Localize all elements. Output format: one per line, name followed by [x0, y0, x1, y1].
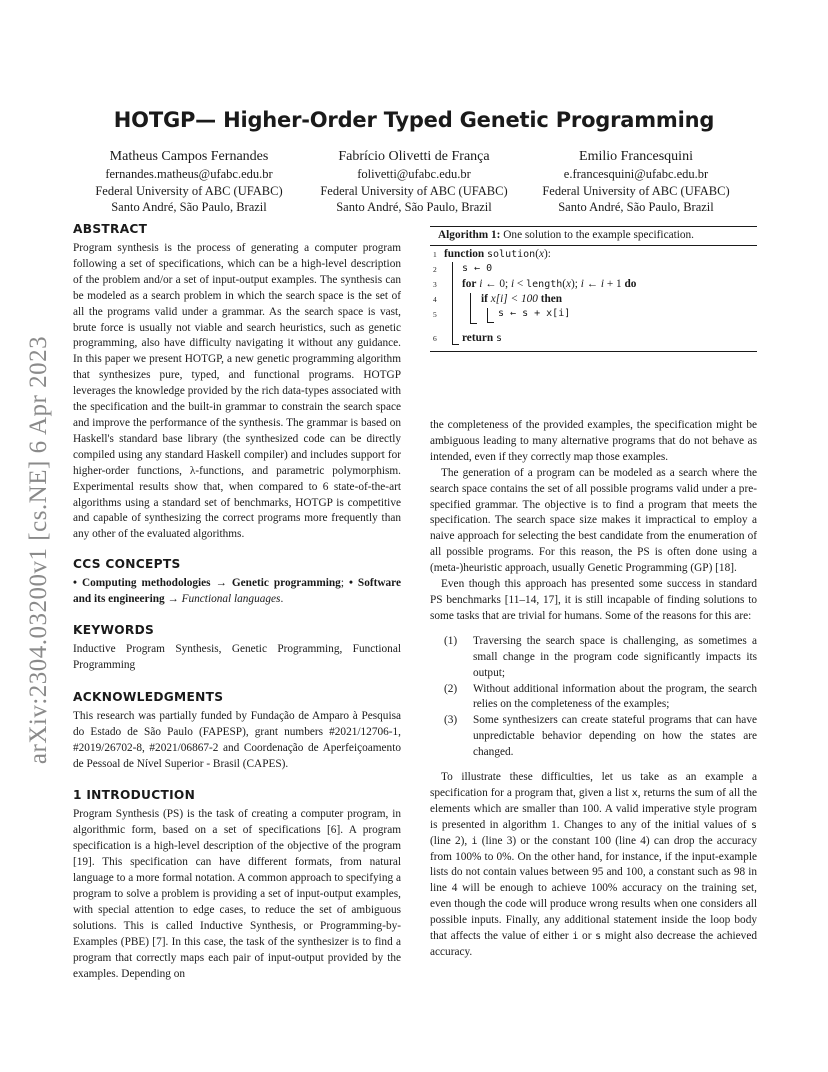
algorithm-divider [430, 245, 757, 246]
body-paragraph: To illustrate these difficulties, let us take as an example a specification for a program that, given a list x, returns the sum of all the elements which are smaller than 100. A valid imperative style program is presented in algorithm 1. Changes to any of the initial values of s (line 2), i (line 3) or the constant 100 (line 4) can drop the accuracy from 100% to 0%. On the other hand, for instance, if the input-example lists do not contain values between 95 and 100, a constant such as 98 in line 4 will be enough to achieve 100% accuracy on the training set, even though the code will produce wrong results when one considers all possible inputs. Finally, any additional statement inside the loop body that affects the value of either i or s might also decrease the achieved accuracy. [430, 771, 757, 958]
line-number: 2 [433, 265, 437, 274]
block-bar-for [470, 293, 471, 323]
acknowledgments-heading: ACKNOWLEDGMENTS [73, 689, 224, 704]
left-column [73, 221, 401, 982]
block-end-function [452, 344, 459, 345]
author-3 [521, 148, 751, 216]
body-paragraph: The generation of a program can be modeled as a search where the search space contains the set of all possible programs valid under a pre-specified grammar. The objective is to find a program that meets the specification. The search space size makes it impractical to employ a naive approach for selecting the best candidate from the enumeration of all possible programs. For this reason, the PS is often done using a (meta-)heuristic approach, usually Genetic Programming (GP) [18]. [430, 466, 757, 575]
body-paragraph: Even though this approach has presented some success in standard PS benchmarks [11–14, 17], it is still incapable of finding solutions to some tasks that are trivial for humans. Some of the reasons for this are: [430, 578, 757, 622]
reasons-list [430, 634, 757, 761]
introduction-heading: 1 INTRODUCTION [73, 788, 196, 803]
author-email: folivetti@ufabc.edu.br [357, 167, 471, 181]
ccs-item-1: Genetic programming [231, 577, 341, 590]
author-location: Santo André, São Paulo, Brazil [336, 200, 492, 214]
abstract-heading: ABSTRACT [73, 222, 148, 236]
author-email: e.francesquini@ufabc.edu.br [563, 167, 709, 181]
block-bar-if [487, 308, 488, 322]
list-item: (3) Some synthesizers can create stateful programs that can have unpredictable behavior depending on how the states are changed. [444, 714, 757, 759]
paper-title: HOTGP— Higher-Order Typed Genetic Programming [113, 108, 715, 132]
author-name: Emilio Francesquini [579, 149, 693, 164]
author-affiliation: Federal University of ABC (UFABC) [320, 183, 508, 198]
body-paragraph: the completeness of the provided examples, the specification might be ambiguous leading to many alternative programs that do not behave as intended, even if they correctly map those examples. [430, 419, 757, 463]
ccs-text: • Computing methodologies → Genetic programming; • Software and its engineering → Functional languages. [73, 577, 401, 606]
ccs-bullet-1: • Computing methodologies [73, 577, 211, 590]
algorithm-box: Algorithm 1: One solution to the example specification. 1 function solution(x): 2 s ← 0 3 for i ← 0; i < length(x); i ← i + 1 do 4 if x[i] < 100 then 5 s ← s + x[i] 6 return s [430, 226, 757, 352]
line-number: 4 [433, 295, 437, 304]
author-2 [299, 148, 529, 216]
ccs-item-2: Functional languages [181, 593, 281, 606]
author-location: Santo André, São Paulo, Brazil [111, 200, 267, 214]
introduction-paragraph: Program Synthesis (PS) is the task of creating a computer program, in algorithmic form, based on a set of specifications [6]. A program specification is a high-level description of the objective of the program [19]. This specification can have different formats, from natural language to a more formal notation. A common approach to specifying a program to solve a problem is providing a set of input-output examples, with special attention to edge cases, to reduce the set of ambiguous solutions. This is called Inductive Synthesis, or Programming-by-Examples (PBE) [7]. In this case, the task of the synthesizer is to find a program that correctly maps each pair of input-output provided by the examples. Depending on [73, 808, 401, 980]
author-1 [74, 148, 304, 216]
arxiv-identifier: arXiv:2304.03200v1 [cs.NE] 6 Apr 2023 [25, 335, 53, 765]
line-number: 6 [433, 334, 437, 343]
ccs-bullet-2: • Software and its engineering [73, 577, 401, 606]
keywords-text: Inductive Program Synthesis, Genetic Programming, Functional Programming [73, 643, 401, 671]
author-email: fernandes.matheus@ufabc.edu.br [105, 167, 273, 181]
algorithm-caption: Algorithm 1: One solution to the example specification. [438, 229, 695, 241]
block-end-for [470, 323, 477, 324]
keywords-heading: KEYWORDS [73, 623, 155, 638]
list-item: (2) Without additional information about the program, the search relies on the completeness of the examples; [444, 682, 757, 711]
author-affiliation: Federal University of ABC (UFABC) [95, 183, 283, 198]
author-name: Matheus Campos Fernandes [109, 149, 269, 164]
abstract-text: Program synthesis is the process of generating a computer program following a set of specifications, which can be a high-level description of the problem and/or a set of input-output examples. The synthesis can be modeled as a search problem in which the search space is the set of all the programs valid under a grammar. As the search space is vast, brute force is usually not viable and search heuristics, such as genetic programming, also have difficulty navigating it without any guidance. In this paper we present HOTGP, a new genetic programming algorithm that synthesizes pure, typed, and functional programs. HOTGP leverages the knowledge provided by the rich data-types associated with the specification and the built-in grammar to constrain the search space and improve the performance of the synthesis. The grammar is based on Haskell's standard base library (the synthesized code can be directly compiled using any standard Haskell compiler) and includes support for higher-order functions, λ-functions, and parametric polymorphism. Experimental results show that, when compared to 6 state-of-the-art algorithms using a standard set of benchmarks, HOTGP is competitive and capable of synthesizing the correct programs more frequently than any other of the evaluated algorithms. [73, 242, 401, 541]
block-bar-function [452, 262, 453, 344]
list-item: (1) Traversing the search space is challenging, as sometimes a small change in the program code significantly impacts its output; [444, 634, 757, 679]
right-column [430, 418, 757, 961]
acknowledgments-text: This research was partially funded by Fundação de Amparo à Pesquisa do Estado de São Paulo (FAPESP), grant numbers #2021/12706-1, #2019/26702-8, #2021/06867-2 and Coordenação de Aperfeiçoamento de Pessoal de Nível Superior - Brasil (CAPES). [73, 709, 401, 770]
line-number: 5 [433, 310, 437, 319]
author-block [74, 148, 754, 218]
line-number: 3 [433, 280, 437, 289]
author-name: Fabrício Olivetti de França [338, 149, 490, 164]
line-number: 1 [433, 250, 437, 259]
author-location: Santo André, São Paulo, Brazil [558, 200, 714, 214]
ccs-heading: CCS CONCEPTS [73, 557, 181, 572]
author-affiliation: Federal University of ABC (UFABC) [542, 183, 730, 198]
block-end-if [487, 322, 494, 323]
